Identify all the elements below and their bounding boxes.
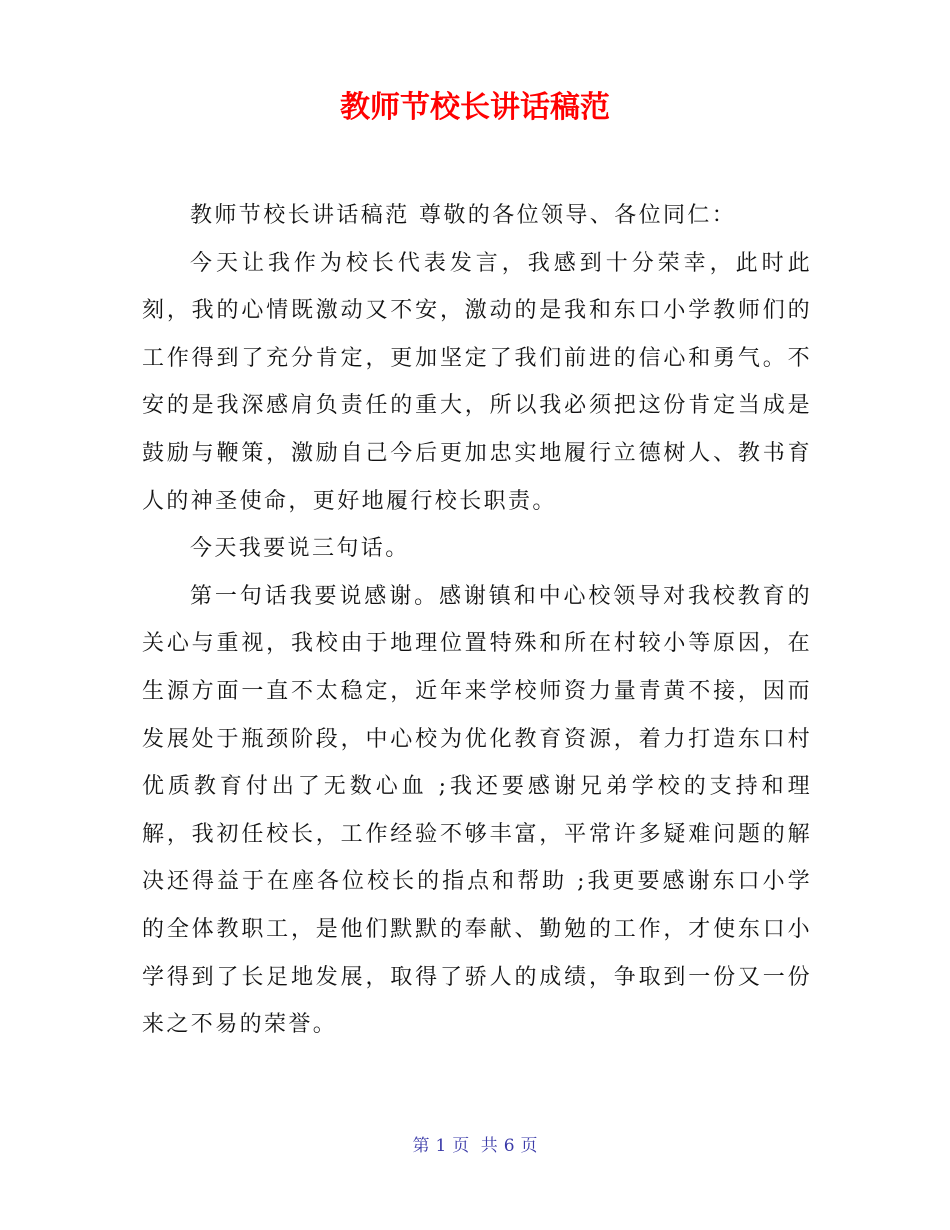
- paragraph-salutation: 教师节校长讲话稿范 尊敬的各位领导、各位同仁：: [190, 203, 737, 228]
- footer-page-total: 6: [503, 1136, 515, 1156]
- paragraph-thanks: 第一句话我要说感谢。感谢镇和中心校领导对我校教育的关心与重视，我校由于地理位置特殊和所在村较小等原因，在生源方面一直不太稳定，近年来学校师资力量青黄不接，因而发展处于瓶颈阶段，中心校为优化教育资源，着力打造东口村优质教育付出了无数心血 ;我还要感谢兄弟学校的支持和理解，我初任校长，工作经验不够丰富，平常许多疑难问题的解决还得益于在座各位校长的指点和帮助 ;我更要感谢东口小学的全体教职工，是他们默默的奉献、勤勉的工作，才使东口小学得到了长足地发展，取得了骄人的成绩，争取到一份又一份来之不易的荣誉。: [142, 583, 812, 1038]
- paragraph-intro: 今天让我作为校长代表发言，我感到十分荣幸，此时此刻，我的心情既激动又不安，激动的是我和东口小学教师们的工作得到了充分肯定，更加坚定了我们前进的信心和勇气。不安的是我深感肩负责任的重大，所以我必须把这份肯定当成是鼓励与鞭策，激励自己今后更加忠实地履行立德树人、教书育人的神圣使命，更好地履行校长职责。: [142, 250, 812, 514]
- footer-page-current: 1: [435, 1136, 447, 1156]
- footer-page-mid: 页 共: [452, 1136, 498, 1156]
- document-title: 教师节校长讲话稿范: [340, 90, 610, 125]
- page-footer: [0, 1134, 950, 1158]
- document-body: [142, 192, 812, 1049]
- footer-page-suffix: 页: [520, 1136, 538, 1156]
- paragraph-three-sentences: 今天我要说三句话。: [190, 536, 410, 562]
- footer-page-prefix: 第: [412, 1136, 430, 1156]
